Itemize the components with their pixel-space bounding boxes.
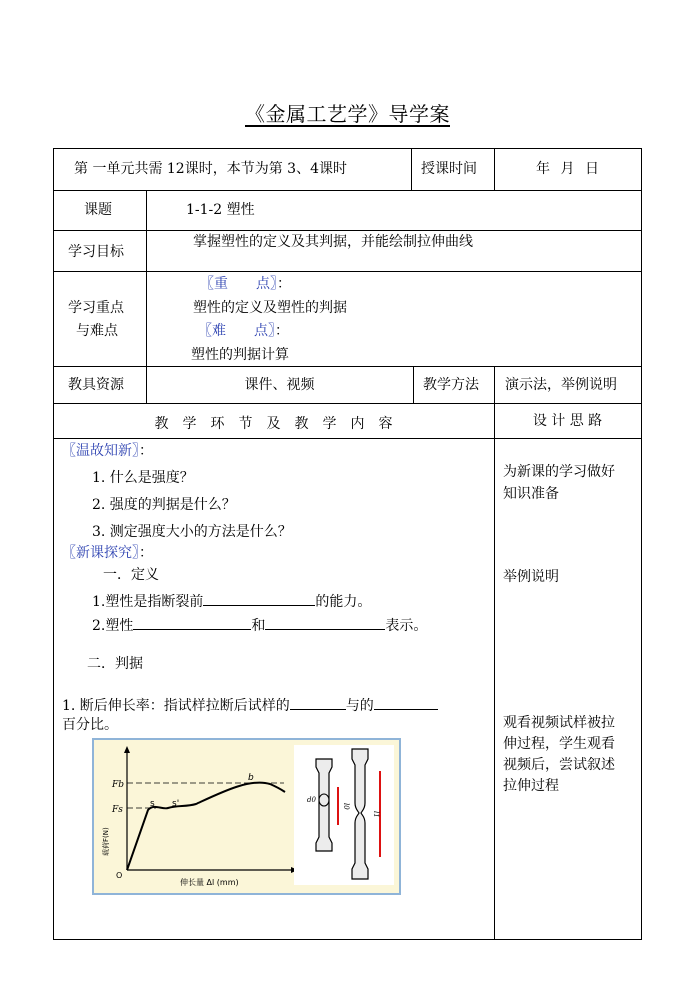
fractured-specimen: [352, 749, 368, 879]
design-note-3-line2: 伸过程，学生观看: [503, 736, 615, 752]
y-axis-label: 载荷F(N): [102, 827, 110, 856]
key-point-heading: 〖重 点〗：: [200, 276, 291, 292]
resources-label: 教具资源: [68, 377, 124, 393]
table-row-line: [53, 403, 642, 404]
date-field: 年 月 日: [536, 161, 599, 177]
document-title: 《金属工艺学》导学案: [245, 102, 450, 126]
review-question-2: 2. 强度的判据是什么？: [92, 497, 236, 513]
x-axis-label: 伸长量 Δl (mm): [180, 878, 239, 887]
design-note-3-line1: 观看视频试样被拉: [503, 715, 615, 731]
definition-line-1: 1.塑性是指断裂前 的能力。: [92, 590, 371, 612]
original-specimen: [316, 759, 332, 851]
focus-label-line2: 与难点: [76, 323, 118, 339]
design-header: 设 计 思 路: [532, 413, 603, 429]
fs-label: Fs: [112, 805, 123, 815]
design-note-1-line2: 知识准备: [503, 486, 559, 502]
difficulty-heading: 〖难 点〗：: [198, 323, 289, 339]
review-question-3: 3. 测定强度大小的方法是什么？: [92, 524, 292, 540]
topic-value: 1-1-2 塑性: [186, 202, 255, 218]
tensile-curve-figure: [92, 738, 401, 895]
s-prime-label: s': [172, 799, 180, 809]
method-label: 教学方法: [423, 377, 479, 393]
design-note-3-line3: 视频后，尝试叙述: [503, 757, 615, 773]
design-note-2: 举例说明: [503, 569, 559, 585]
table-border-top: [53, 148, 642, 149]
table-row-line: [53, 438, 642, 439]
section-definition: 一．定义: [103, 567, 159, 583]
table-row-line: [53, 271, 642, 272]
review-heading: 〖温故知新〗：: [62, 443, 153, 459]
criteria-line-1: 1. 断后伸长率：指试样拉断后试样的 与的: [62, 694, 438, 716]
table-col-line: [146, 190, 147, 367]
answer-blank[interactable]: [265, 614, 385, 630]
table-row-line: [53, 190, 642, 191]
d0-label: d0: [307, 796, 316, 804]
answer-blank[interactable]: [133, 614, 251, 630]
review-question-1: 1. 什么是强度？: [92, 470, 194, 486]
specimen-panel: [294, 745, 394, 885]
specimen-svg: [294, 745, 394, 885]
table-border-right: [641, 148, 642, 940]
new-lesson-heading: 〖新课探究〗：: [62, 545, 153, 561]
difficulty-text: 塑性的判据计算: [191, 347, 289, 363]
design-note-3-line4: 拉伸过程: [503, 778, 559, 794]
origin-label: O: [116, 871, 123, 880]
table-col-line: [494, 366, 495, 940]
y-axis-arrow: [124, 746, 130, 753]
table-row-line: [53, 366, 642, 367]
table-border-left: [53, 148, 54, 940]
objective-value: 掌握塑性的定义及其判据，并能绘制拉伸曲线: [193, 234, 473, 250]
criteria-line-2: 百分比。: [62, 717, 118, 733]
definition-line-2: 2.塑性 和 表示。: [92, 614, 427, 636]
b-label: b: [248, 773, 254, 783]
answer-blank[interactable]: [203, 590, 315, 606]
key-point-text: 塑性的定义及塑性的判据: [193, 300, 347, 316]
topic-label: 课题: [84, 202, 112, 218]
unit-hours-text: 第 一单元共需 12课时，本节为第 3、4课时: [74, 161, 347, 177]
l0-label: l0: [342, 803, 350, 810]
method-value: 演示法，举例说明: [505, 377, 617, 393]
l1-label: l1: [372, 811, 380, 818]
table-border-bottom: [53, 939, 642, 940]
fb-label: Fb: [112, 780, 125, 790]
focus-label-line1: 学习重点: [68, 300, 124, 316]
content-header: 教 学 环 节 及 教 学 内 容: [154, 416, 393, 432]
objective-label: 学习目标: [68, 244, 124, 260]
stress-strain-curve: [127, 783, 285, 870]
s-label: s: [150, 799, 155, 809]
design-note-1-line1: 为新课的学习做好: [503, 464, 615, 480]
resources-value: 课件、视频: [244, 377, 315, 393]
section-criteria: 二．判据: [87, 656, 143, 672]
class-time-label: 授课时间: [421, 161, 477, 177]
answer-blank[interactable]: [374, 694, 438, 710]
table-col-line: [413, 366, 414, 404]
table-row-line: [53, 230, 642, 231]
table-col-line: [411, 148, 412, 191]
answer-blank[interactable]: [290, 694, 346, 710]
